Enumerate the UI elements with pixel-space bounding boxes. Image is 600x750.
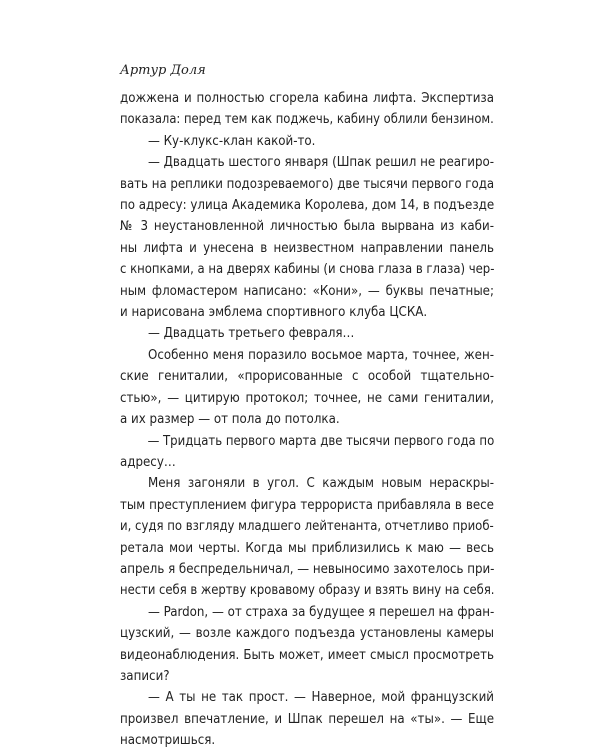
text-line: ны лифта и унесена в неизвестном направлении панель (120, 240, 494, 256)
text-line: а их размер — от пола до потолка. (120, 412, 340, 428)
text-line: дожжена и полностью сгорела кабина лифта. Экспертиза (120, 91, 494, 106)
text-line: ным фломастером написано: «Кони», — буквы печатные; (120, 283, 494, 299)
text-line: записи? (120, 668, 170, 684)
text-line: видеонаблюдения. Быть может, имеет смысл просмотреть (120, 647, 494, 663)
text-line: и нарисована эмблема спортивного клуба ЦСКА. (120, 305, 428, 321)
text-line: насмотришься. (120, 733, 216, 749)
text-line: произвел впечатление, и Шпак перешел на «ты». — Еще (120, 711, 494, 727)
text-line: — Pardon, — от страха за будущее я перешел на фран- (148, 604, 495, 620)
body-text (120, 88, 494, 750)
text-line: Меня загоняли в угол. С каждым новым нераскры- (148, 476, 494, 492)
text-line: № 3 неустановленной личностью была вырвана из каби- (120, 219, 494, 235)
text-line: ретала мои черты. Когда мы приблизились к маю — весь (120, 540, 494, 556)
text-line: — Тридцать первого марта две тысячи первого года по (147, 433, 495, 449)
text-line: — Ку-клукс-клан какой-то. (148, 133, 316, 149)
text-line: нести себя в жертву кровавому образу и взять вину на себя. (120, 583, 495, 599)
text-line: тым преступлением фигура террориста прибавляла в весе (120, 497, 494, 513)
text-line: адресу… (120, 454, 176, 470)
text-line: — Двадцать шестого января (Шпак решил не реагиро- (148, 155, 495, 171)
text-line: — А ты не так прост. — Наверное, мой французский (148, 690, 494, 706)
text-line: ские гениталии, «прорисованные с особой тщательно- (120, 369, 494, 385)
text-line: и, судя по взгляду младшего лейтенанта, отчетливо приоб- (120, 519, 494, 535)
running-header-author: Артур Доля (120, 63, 206, 78)
text-line: Особенно меня поразило восьмое марта, точнее, жен- (148, 347, 494, 363)
text-line: вать на реплики подозреваемого) две тысячи первого года (120, 176, 495, 192)
text-line: цузский, — возле каждого подъезда установлены камеры (120, 626, 494, 642)
text-line: показала: перед тем как поджечь, кабину облили бензином. (120, 112, 494, 128)
text-line: стью», — цитирую протокол; точнее, не сами гениталии, (120, 390, 494, 406)
text-line: апрель я беспредельничал, — невыносимо захотелось при- (120, 561, 495, 577)
text-line: с кнопками, а на дверях кабины (и снова глаза в глаза) чер- (120, 262, 495, 278)
text-line: по адресу: улица Академика Королева, дом 14, в подъезде (120, 198, 495, 214)
text-line: — Двадцать третьего февраля… (148, 326, 355, 342)
